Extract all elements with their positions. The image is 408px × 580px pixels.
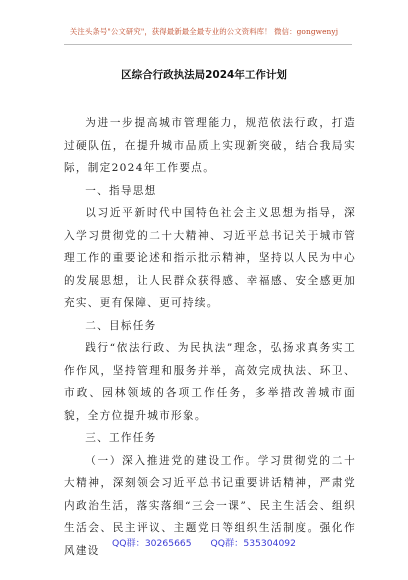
guiding-thought-paragraph: 以习近平新时代中国特色社会主义思想为指导，深入学习贯彻党的二十大精神、习近平总书记关于城市管理工作的重要论述和指示批示精神，坚持以人民为中心的发展思想，让人民群众获得感、幸福感、安全感更加充实、更有保障、更可持续。 bbox=[64, 207, 356, 309]
header-promo-text: 关注头条号"公文研究"，获得最新最全最专业的公文资料库！ 微信：gongwenyj bbox=[69, 27, 339, 36]
document-body bbox=[64, 112, 356, 562]
section-heading-guiding-thought: 一、指导思想 bbox=[85, 184, 157, 197]
section-heading-goals: 二、目标任务 bbox=[85, 319, 157, 332]
task-one-paragraph: （一）深入推进党的建设工作。学习贯彻党的二十大精神，深刻领会习近平总书记重要讲话精神，严肃党内政治生活，落实落细“三会一课”、民主生活会、组织生活会、民主评议、主题党日等组织生活制度。强化作风建设 bbox=[64, 454, 356, 557]
footer-qq-group-1: QQ群：30265665 bbox=[112, 538, 192, 549]
header-divider bbox=[64, 44, 352, 45]
footer-contact bbox=[0, 535, 408, 549]
intro-paragraph: 为进一步提高城市管理能力，规范依法行政，打造过硬队伍，在提升城市品质上实现新突破，结合我局实际，制定2024年工作要点。 bbox=[64, 117, 356, 174]
goals-paragraph: 践行“依法行政、为民执法”理念，弘扬求真务实工作作风，坚持管理和服务并举，高效完成执法、环卫、市政、园林领域的各项工作任务，多举措改善城市面貌，全方位提升城市形象。 bbox=[64, 342, 356, 422]
section-heading-tasks: 三、工作任务 bbox=[85, 432, 157, 444]
footer-qq-group-2: QQ群：535304092 bbox=[210, 538, 296, 549]
document-title: 区综合行政执法局2024年工作计划 bbox=[121, 69, 287, 81]
